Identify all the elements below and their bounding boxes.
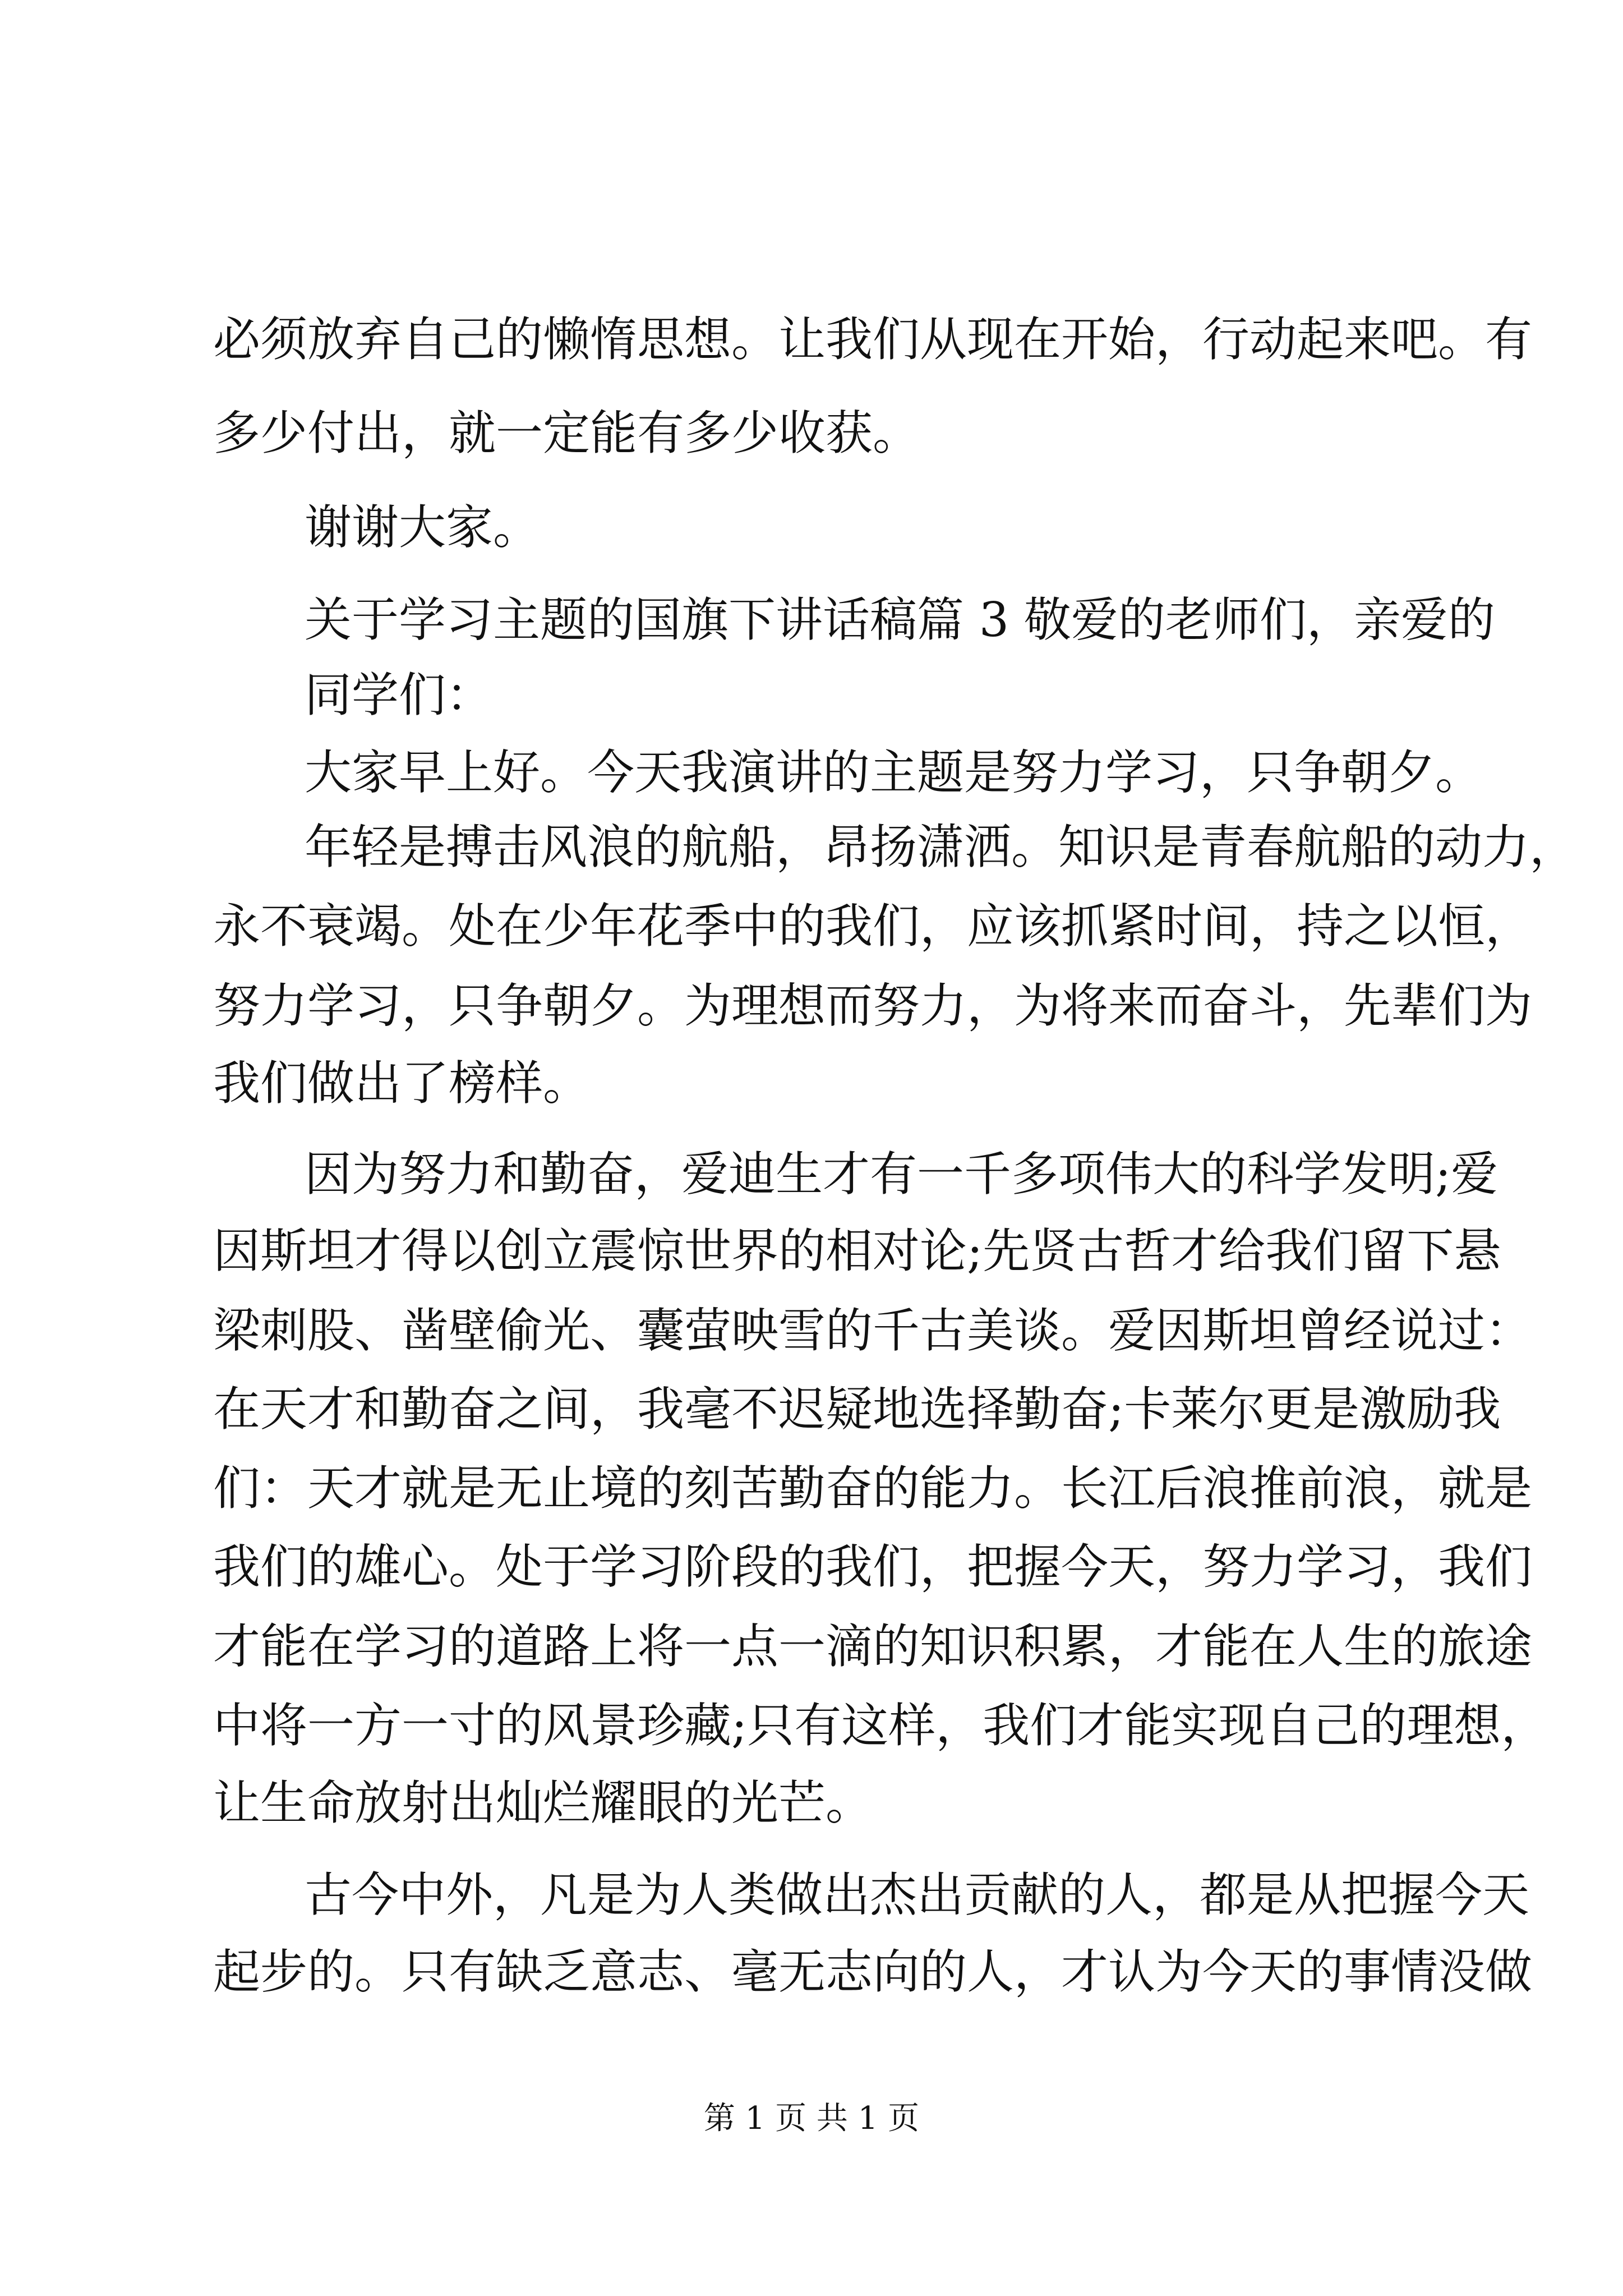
text-line: 大家早上好。今天我演讲的主题是努力学习，只争朝夕。 xyxy=(305,745,1483,800)
text-line: 们：天才就是无止境的刻苦勤奋的能力。长江后浪推前浪，就是 xyxy=(213,1461,1533,1516)
text-line: 我们的雄心。处于学习阶段的我们，把握今天，努力学习，我们 xyxy=(213,1539,1533,1594)
text-line: 因斯坦才得以创立震惊世界的相对论;先贤古哲才给我们留下悬 xyxy=(213,1223,1501,1278)
text-line: 古今中外，凡是为人类做出杰出贡献的人，都是从把握今天 xyxy=(305,1867,1530,1922)
text-line: 才能在学习的道路上将一点一滴的知识积累，才能在人生的旅途 xyxy=(213,1619,1533,1674)
text-line: 梁刺股、凿壁偷光、囊萤映雪的千古美谈。爱因斯坦曾经说过： xyxy=(213,1303,1533,1358)
page-footer: 第 1 页 共 1 页 xyxy=(703,2100,920,2137)
text-line: 起步的。只有缺乏意志、毫无志向的人，才认为今天的事情没做 xyxy=(213,1944,1533,1999)
text-line: 努力学习，只争朝夕。为理想而努力，为将来而奋斗，先辈们为 xyxy=(213,978,1533,1033)
text-line: 谢谢大家。 xyxy=(305,500,541,555)
text-line: 永不衰竭。处在少年花季中的我们，应该抓紧时间，持之以恒， xyxy=(213,899,1533,954)
text-line: 同学们： xyxy=(305,668,494,723)
text-line: 多少付出，就一定能有多少收获。 xyxy=(213,406,920,461)
text-line: 因为努力和勤奋，爱迪生才有一千多项伟大的科学发明;爱 xyxy=(305,1147,1498,1202)
text-line: 我们做出了榜样。 xyxy=(213,1056,591,1111)
text-line: 关于学习主题的国旗下讲话稿篇 3 敬爱的老师们，亲爱的 xyxy=(305,592,1495,647)
text-line: 让生命放射出灿烂耀眼的光芒。 xyxy=(213,1775,873,1830)
text-line: 在天才和勤奋之间，我毫不迟疑地选择勤奋;卡莱尔更是激励我 xyxy=(213,1382,1501,1437)
text-line: 必须放弃自己的懒惰思想。让我们从现在开始，行动起来吧。有 xyxy=(213,312,1533,367)
text-line: 年轻是搏击风浪的航船，昂扬潇洒。知识是青春航船的动力， xyxy=(305,820,1577,875)
text-line: 中将一方一寸的风景珍藏;只有这样，我们才能实现自己的理想， xyxy=(213,1698,1548,1753)
